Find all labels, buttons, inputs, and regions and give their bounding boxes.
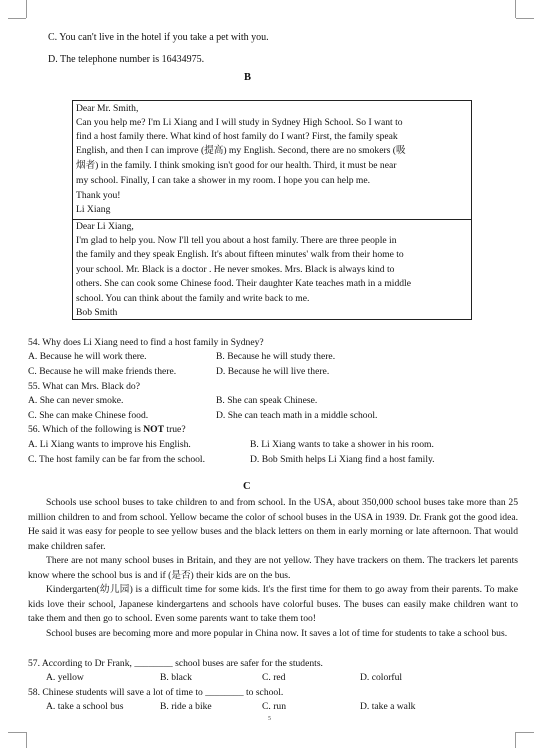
section-c-title: C xyxy=(243,481,251,492)
q56-option-c[interactable]: C. The host family can be far from the school. xyxy=(28,454,205,465)
letter1-line: my school. Finally, I can take a shower in my room. I hope you can help me. xyxy=(76,175,371,186)
q58-option-b[interactable]: B. ride a bike xyxy=(160,701,212,712)
q56-option-a[interactable]: A. Li Xiang wants to improve his English. xyxy=(28,439,191,450)
letter2-line: school. You can think about the family and write back to me. xyxy=(76,293,310,304)
passage-c-p4-text: School buses are becoming more and more popular in China now. It saves a lot of time for students to take a school bus. xyxy=(46,628,508,639)
section-b-title: B xyxy=(244,72,252,83)
crop-mark-bottom-left xyxy=(26,732,27,748)
q58-option-a[interactable]: A. take a school bus xyxy=(46,701,124,712)
crop-mark-bottom-right-h xyxy=(516,732,534,733)
passage-c-p2 xyxy=(28,554,518,583)
crop-mark-bottom-left-h xyxy=(8,732,26,733)
letters-box xyxy=(72,100,472,320)
question-55: 55. What can Mrs. Black do? xyxy=(28,381,140,392)
letter2-signature: Bob Smith xyxy=(76,307,118,318)
q58-option-c[interactable]: C. run xyxy=(262,701,286,712)
passage-c-p4 xyxy=(28,627,518,642)
crop-mark-top-left xyxy=(26,0,27,18)
question-57: 57. According to Dr Frank, ________ school buses are safer for the students. xyxy=(28,658,323,669)
letter2-line: Dear Li Xiang, xyxy=(76,221,134,232)
q56-option-b[interactable]: B. Li Xiang wants to take a shower in his room. xyxy=(250,439,434,450)
q56-suffix: true? xyxy=(164,424,186,435)
letter1-line: English, and then I can improve (提高) my English. Second, there are no smokers (吸 xyxy=(76,145,406,156)
q56-option-d[interactable]: D. Bob Smith helps Li Xiang find a host family. xyxy=(250,454,435,465)
q54-option-c[interactable]: C. Because he will make friends there. xyxy=(28,366,177,377)
question-56 xyxy=(28,423,186,436)
q58-option-d[interactable]: D. take a walk xyxy=(360,701,416,712)
letter2-line: others. She can cook some Chinese food. Their daughter Kate teaches math in a middle xyxy=(76,278,411,289)
passage-c-p2-text: There are not many school buses in Britain, and they are not yellow. They have trackers on them. The trackers let parents know where the school bus is and if (是否) their kids are on the bus. xyxy=(28,555,518,581)
letter1-line: Thank you! xyxy=(76,190,121,201)
letter1-line: Can you help me? I'm Li Xiang and I will study in Sydney High School. So I want to xyxy=(76,117,403,128)
question-54: 54. Why does Li Xiang need to find a host family in Sydney? xyxy=(28,337,264,348)
option-c-text: C. You can't live in the hotel if you take a pet with you. xyxy=(48,32,269,43)
crop-mark-top-right-h xyxy=(516,18,534,19)
page-number: 5 xyxy=(268,716,271,722)
q55-option-b[interactable]: B. She can speak Chinese. xyxy=(216,395,318,406)
passage-c-p1 xyxy=(28,496,518,554)
question-58: 58. Chinese students will save a lot of time to ________ to school. xyxy=(28,687,284,698)
q54-option-b[interactable]: B. Because he will study there. xyxy=(216,351,336,362)
q57-option-d[interactable]: D. colorful xyxy=(360,672,403,683)
letter1-signature: Li Xiang xyxy=(76,204,111,215)
letter2-line: I'm glad to help you. Now I'll tell you about a host family. There are three people in xyxy=(76,235,397,246)
q57-option-a[interactable]: A. yellow xyxy=(46,672,84,683)
q55-option-a[interactable]: A. She can never smoke. xyxy=(28,395,124,406)
passage-c-p3 xyxy=(28,583,518,627)
crop-mark-bottom-right xyxy=(515,732,516,748)
crop-mark-top-right xyxy=(515,0,516,18)
passage-c-p1-text: Schools use school buses to take children to and from school. In the USA, about 350,000 school buses take more than 25 million children to and from school. Yellow became the color of school buses in the USA in 1939. Dr. Frank got the good idea. He said it was easy for people to see yellow buses and the black letters on them in early morning or late afternoon. That would make children safer. xyxy=(28,497,518,552)
q57-option-c[interactable]: C. red xyxy=(262,672,286,683)
crop-mark-top-left-h xyxy=(8,18,26,19)
q55-option-d[interactable]: D. She can teach math in a middle school. xyxy=(216,410,378,421)
letter2-line: the family and they speak English. It's about fifteen minutes' walk from their home to xyxy=(76,249,404,260)
letter2-line: your school. Mr. Black is a doctor . He never smokes. Mrs. Black is always kind to xyxy=(76,264,395,275)
letter1-line: 烟者) in the family. I think smoking isn't good for our health. Third, it must be near xyxy=(76,160,397,171)
q56-not: NOT xyxy=(143,424,164,435)
q54-option-d[interactable]: D. Because he will live there. xyxy=(216,366,330,377)
q56-prefix: 56. Which of the following is xyxy=(28,424,144,435)
passage-c-p3-text: Kindergarten(幼儿园) is a difficult time for some kids. It's the first time for them to go away from their parents. To make kids love their school, Japanese kindergartens and schools have colorful buses. The buses can easily make children want to take them and then go to school. Even some parents want to take them too! xyxy=(28,584,518,624)
q57-option-b[interactable]: B. black xyxy=(160,672,192,683)
letter1-line: Dear Mr. Smith, xyxy=(76,103,139,114)
option-d-text: D. The telephone number is 16434975. xyxy=(48,54,205,65)
q54-option-a[interactable]: A. Because he will work there. xyxy=(28,351,147,362)
letter1-line: find a host family there. What kind of host family do I want? First, the family speak xyxy=(76,131,398,142)
q55-option-c[interactable]: C. She can make Chinese food. xyxy=(28,410,149,421)
